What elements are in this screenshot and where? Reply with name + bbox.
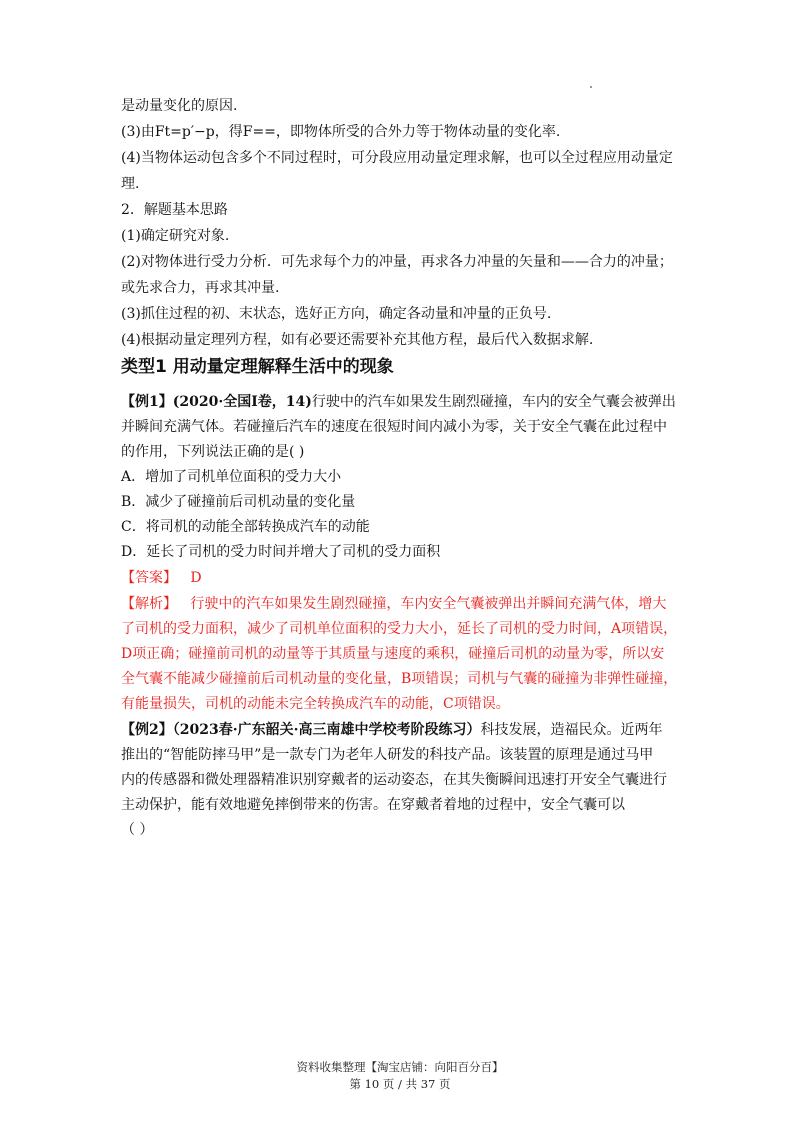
intro-line: 是动量变化的原因. [121, 98, 238, 114]
example2-line: 主动保护，能有效地避免摔倒带来的伤害。在穿戴者着地的过程中，安全气囊可以 [121, 797, 625, 813]
example2-tag: 【例2】（2023春·广东韶关·高三南雄中学校考阶段练习） [121, 722, 481, 738]
answer-value: D [190, 570, 202, 586]
example1-line: 并瞬间充满气体。若碰撞后汽车的速度在很短时间内减小为零，关于安全气囊在此过程中 [121, 419, 667, 435]
example2-first-line [121, 720, 662, 740]
step-line: (4)根据动量定理列方程，如有必要还需要补充其他方程，最后代入数据求解. [121, 332, 594, 348]
option-c: C．将司机的动能全部转换成汽车的动能 [121, 519, 370, 535]
step-line: (2)对物体进行受力分析．可先求每个力的冲量，再求各力冲量的矢量和——合力的冲量； [121, 254, 673, 270]
example1-first-line [121, 392, 676, 412]
section-title: 2．解题基本思路 [121, 202, 228, 218]
footer-page-number: 第 10 页 / 共 37 页 [349, 1077, 451, 1091]
example2-text: 科技发展，造福民众。近两年 [480, 722, 663, 738]
answer-line [121, 568, 202, 588]
example1-tag: 【例1】(2020·全国Ⅰ卷，14) [121, 394, 312, 410]
analysis-line: 全气囊不能减少碰撞前后司机动量的变化量，B项错误；司机与气囊的碰撞为非弹性碰撞， [121, 671, 678, 687]
option-a: A．增加了司机单位面积的受力大小 [121, 469, 342, 485]
type-heading: 类型1 用动量定理解释生活中的现象 [121, 357, 394, 377]
analysis-first-line [121, 594, 666, 614]
example1-text: 行驶中的汽车如果发生剧烈碰撞，车内的安全气囊会被弹出 [311, 394, 676, 410]
footer-source: 资料收集整理【淘宝店铺：向阳百分百】 [296, 1060, 504, 1074]
analysis-label: 【解析】 [121, 596, 177, 612]
example2-line: 内的传感器和微处理器精准识别穿戴者的运动姿态，在其失衡瞬间迅速打开安全气囊进行 [121, 772, 667, 788]
example1-line: 的作用，下列说法正确的是( ) [121, 444, 305, 460]
scan-speck [590, 86, 592, 88]
intro-line: (4)当物体运动包含多个不同过程时，可分段应用动量定理求解，也可以全过程应用动量定 [121, 150, 673, 166]
step-line: (1)确定研究对象. [121, 228, 230, 244]
analysis-text: 行驶中的汽车如果发生剧烈碰撞，车内安全气囊被弹出并瞬间充满气体，增大 [190, 596, 667, 612]
analysis-line: 了司机的受力面积，减少了司机单位面积的受力大小，延长了司机的受力时间，A项错误， [121, 621, 678, 637]
step-line: 或先求合力，再求其冲量. [121, 280, 280, 296]
intro-line: 理. [121, 176, 140, 192]
option-d: D．延长了司机的受力时间并增大了司机的受力面积 [121, 544, 441, 560]
example2-line: 推出的“智能防摔马甲”是一款专门为老年人研发的科技产品。该装置的原理是通过马甲 [121, 747, 654, 763]
step-line: (3)抓住过程的初、末状态，选好正方向，确定各动量和冲量的正负号. [121, 306, 552, 322]
example2-line: （ ） [121, 822, 154, 838]
intro-line: (3)由Ft=p′−p，得F==，即物体所受的合外力等于物体动量的变化率. [121, 124, 561, 140]
analysis-line: 有能量损失，司机的动能未完全转换成汽车的动能，C项错误。 [121, 696, 510, 712]
option-b: B．减少了碰撞前后司机动量的变化量 [121, 494, 356, 510]
answer-label: 【答案】 [121, 570, 177, 586]
analysis-line: D项正确；碰撞前司机的动量等于其质量与速度的乘积，碰撞后司机的动量为零，所以安 [121, 646, 665, 662]
